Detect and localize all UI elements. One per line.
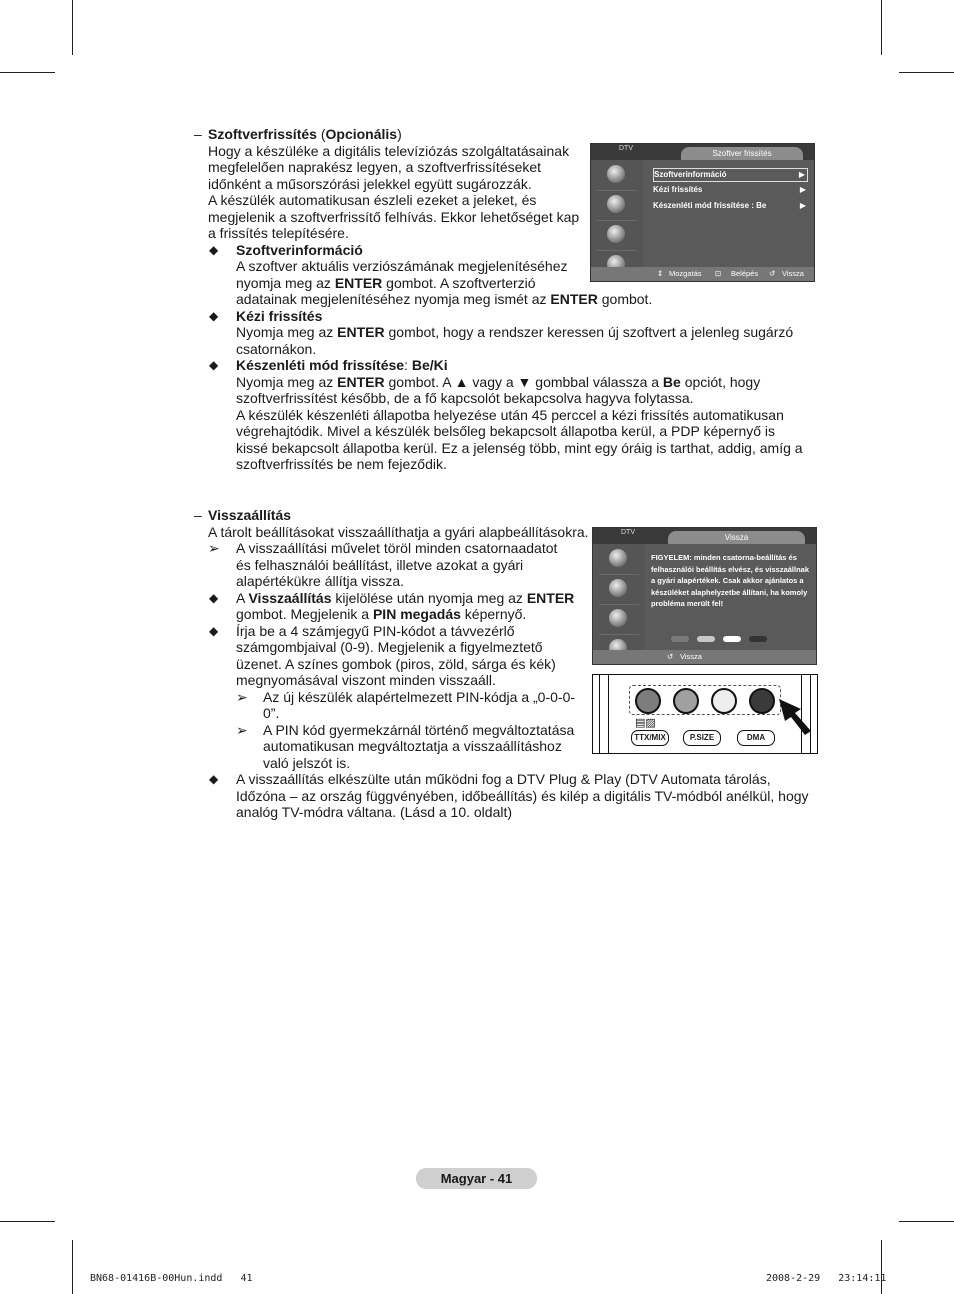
text: gombot. Megjelenik a: [236, 606, 373, 622]
text: nyomja meg az: [236, 274, 335, 291]
diamond-bullet-icon: ◆: [209, 590, 219, 605]
enter-keyword: ENTER: [526, 589, 575, 606]
crop-mark: [72, 0, 73, 55]
yellow-button[interactable]: [711, 688, 737, 714]
diamond-bullet-icon: ◆: [209, 358, 219, 372]
step-line: [236, 606, 526, 623]
blue-pill-indicator: [749, 636, 767, 642]
note-line: A visszaállítási művelet töröl minden csatornaadatot: [236, 540, 558, 556]
setup-menu-icon: [599, 606, 639, 635]
intro-line: megfelelően naprakész legyen, a szoftverfrissítéseket: [208, 159, 542, 175]
setup-menu-icon: [597, 222, 637, 251]
enter-label: Belépés: [731, 269, 759, 278]
standby-line: A készülék készenléti állapotba helyezése után 45 perccel a kézi frissítés automatikusan: [236, 406, 784, 423]
crop-mark: [881, 1240, 882, 1294]
remote-left-edge: [599, 674, 609, 754]
info-line: [236, 291, 652, 308]
screen-tab: Szoftver frissítés: [681, 147, 803, 161]
step-line: A visszaállítás elkészülte után működni fog a DTV Plug & Play (DTV Automata tárolás,: [236, 771, 771, 787]
sound-menu-icon: [599, 576, 639, 605]
screen-bottom-bar: [591, 267, 814, 281]
enter-icon: ⊡: [715, 269, 722, 278]
p-size-button[interactable]: P.SIZE: [683, 730, 721, 746]
heading-paren: (: [316, 126, 326, 142]
text: gombot.: [597, 291, 653, 307]
warning-text: FIGYELEM: minden csatorna-beállítás és felhasználói beállítás elvész, és visszaállnak a gyári alapértékek. Csak akkor ajánlatos a készüléket alaphelyzetbe állítani, ha komoly probléma merült fel!: [651, 553, 810, 608]
screen-message: [645, 544, 816, 650]
crop-mark: [899, 1221, 954, 1222]
standby-line: végrehajtódik. Mivel a készülék belsőleg bekapcsolt állapotba kerül, a PDP képernyő is: [236, 423, 776, 439]
step-line: [236, 590, 574, 607]
sub-note-line: A PIN kód gyermekzárnál történő megváltoztatása: [263, 721, 575, 738]
dtv-label: DTV: [619, 145, 633, 152]
step-line: számgombjaival (0-9). Megjelenik a figyelmeztető: [236, 639, 543, 655]
dma-button[interactable]: DMA: [737, 730, 775, 746]
manual-line: csatornákon.: [236, 340, 317, 357]
yellow-pill-indicator: [723, 636, 741, 642]
sub-note-line: 0”.: [263, 705, 280, 721]
ttx-mix-button[interactable]: TTX/MIX: [631, 730, 669, 746]
heading-text: Szoftverfrissítés: [208, 126, 317, 142]
dtv-label: DTV: [621, 529, 635, 536]
triangle-right-icon: ▶: [799, 185, 806, 194]
heading-paren: ): [397, 126, 402, 142]
enter-keyword: ENTER: [337, 324, 385, 340]
reset-intro: A tárolt beállításokat visszaállíthatja a gyári alapbeállításokra.: [208, 523, 589, 540]
info-line: [236, 275, 536, 292]
crop-mark: [72, 1240, 73, 1294]
note-arrow-icon: ➢: [236, 688, 248, 705]
note-arrow-icon: ➢: [236, 721, 248, 738]
sub-note-line: való jelszót is.: [263, 754, 351, 771]
back-label: Vissza: [680, 652, 702, 661]
enter-keyword: ENTER: [337, 373, 385, 390]
dash-marker: –: [194, 507, 202, 523]
screen-tab: Vissza: [668, 531, 805, 545]
triangle-right-icon: ▶: [799, 201, 806, 210]
text: Nyomja meg az: [236, 324, 338, 340]
text: gombot. A ▲ vagy a ▼ gombbal válassza a: [384, 373, 663, 390]
intro-line: A készülék automatikusan észleli ezeket a jeleket, és: [208, 192, 537, 208]
standby-line: szoftverfrissítést később, de a fő kapcsolót bekapcsolva hagyva folytassa.: [236, 390, 694, 406]
text: PIN megadás: [372, 606, 461, 622]
crop-mark: [899, 72, 954, 73]
menu-item-label: Kézi frissítés: [653, 185, 703, 194]
text: kijelölése után nyomja meg az: [331, 589, 527, 606]
return-icon: ↺: [667, 652, 674, 661]
section-heading: Visszaállítás: [208, 507, 292, 523]
standby-line: kissé bekapcsolt állapotba kerül. Ez a jelenség több, mint egy óráig is tarthat, addig, amíg a: [236, 439, 803, 456]
green-button[interactable]: [673, 688, 699, 714]
tv-screen-reset: [592, 527, 817, 665]
diamond-bullet-icon: ◆: [209, 772, 219, 786]
triangle-right-icon: ▶: [798, 170, 805, 179]
red-button[interactable]: [635, 688, 661, 714]
sub-note-line: automatikusan megváltoztatja a visszaállításhoz: [263, 738, 562, 754]
enter-keyword: ENTER: [334, 274, 383, 291]
diamond-bullet-icon: ◆: [209, 308, 219, 323]
screen-sidebar: [593, 544, 645, 650]
text: Be/Ki: [411, 357, 448, 373]
menu-item-standby-update[interactable]: [653, 200, 808, 212]
crop-mark: [0, 1221, 55, 1222]
step-line: Időzóna – az ország függvényében, időbeállítás) és kilép a digitális TV-módból anélkül, hogy: [236, 787, 809, 804]
screen-sidebar: [591, 160, 643, 267]
text: Készenléti mód frissítése: [236, 357, 405, 373]
diamond-bullet-icon: ◆: [209, 242, 219, 257]
text: opciót, hogy: [680, 373, 761, 390]
timestamp: 2008-2-29 23:14:11: [766, 1273, 887, 1284]
updown-arrow-icon: ⇕: [657, 269, 664, 278]
heading-optional: Opcionális: [325, 126, 398, 142]
standby-title: [236, 357, 448, 374]
text: A: [236, 589, 249, 606]
text: képernyő.: [460, 606, 527, 622]
text: Nyomja meg az: [236, 373, 338, 390]
file-info: BN68-01416B-00Hun.indd 41: [90, 1273, 253, 1284]
section-heading: [208, 126, 402, 143]
red-pill-indicator: [671, 636, 689, 642]
step-line: Írja be a 4 számjegyű PIN-kódot a távvezérlő: [236, 622, 515, 639]
standby-line: szoftverfrissítés be nem fejeződik.: [236, 456, 447, 472]
intro-line: Hogy a készüléke a digitális televíziózás szolgáltatásainak: [208, 142, 570, 159]
intro-line: a frissítés telepítésére.: [208, 225, 349, 241]
menu-item-label: Szoftverinformáció: [654, 170, 727, 179]
crop-mark: [0, 72, 55, 73]
note-line: alapértékükre állítja vissza.: [236, 573, 405, 589]
enter-keyword: ENTER: [550, 291, 598, 307]
info-line: A szoftver aktuális verziószámának megjelenítéséhez: [236, 258, 568, 274]
green-pill-indicator: [697, 636, 715, 642]
screen-menu: [643, 160, 814, 267]
menu-item-label: Készenléti mód frissítése : Be: [653, 201, 767, 210]
sound-menu-icon: [597, 192, 637, 221]
note-line: és felhasználói beállítást, illetve azokat a gyári: [236, 556, 524, 573]
note-arrow-icon: ➢: [208, 540, 220, 556]
manual-line: [236, 324, 793, 341]
dash-marker: –: [194, 126, 202, 142]
back-label: Vissza: [782, 269, 804, 278]
text: Visszaállítás: [248, 589, 332, 606]
text: :: [404, 357, 412, 373]
picture-menu-icon: [599, 546, 639, 575]
info-title: Szoftverinformáció: [236, 241, 363, 258]
page-number-badge: Magyar - 41: [416, 1168, 537, 1189]
text: gombot. A szoftverterzió: [382, 274, 536, 291]
screen-bottom-bar: [593, 650, 816, 664]
step-line: üzenet. A színes gombok (piros, zöld, sárga és kék): [236, 655, 556, 672]
blue-button[interactable]: [749, 688, 775, 714]
sub-note-line: Az új készülék alapértelmezett PIN-kódja a „0-0-0-: [263, 688, 576, 705]
remote-control-illustration: [592, 674, 818, 754]
text: Be: [662, 373, 681, 390]
text: adatainak megjelenítéséhez nyomja meg ismét az: [236, 291, 551, 307]
pointer-arrow-icon: [777, 697, 817, 737]
remote-right-edge: [801, 674, 811, 754]
menu-item-manual-update[interactable]: [653, 184, 808, 196]
crop-mark: [881, 0, 882, 55]
intro-line: időnként a műsorszórási jelekkel együtt sugározzák.: [208, 175, 532, 192]
step-line: megnyomásával viszont minden visszaáll.: [236, 672, 496, 688]
diamond-bullet-icon: ◆: [209, 623, 219, 638]
text: gombot, hogy a rendszer keressen új szoftvert a jelenleg sugárzó: [384, 324, 794, 340]
picture-menu-icon: [597, 162, 637, 191]
tv-screen-software-update: [590, 143, 815, 282]
intro-line: megjelenik a szoftverfrissítő felhívás. Ekkor lehetőséget kap: [208, 208, 580, 225]
step-line: analóg TV-módra váltana. (Lásd a 10. oldalt): [236, 804, 513, 820]
teletext-icon: ▤▨: [635, 717, 656, 729]
standby-line: [236, 374, 760, 391]
menu-item-software-info[interactable]: [653, 168, 808, 182]
return-icon: ↺: [769, 269, 776, 278]
manual-title: Kézi frissítés: [236, 307, 323, 324]
move-label: Mozgatás: [669, 269, 702, 278]
